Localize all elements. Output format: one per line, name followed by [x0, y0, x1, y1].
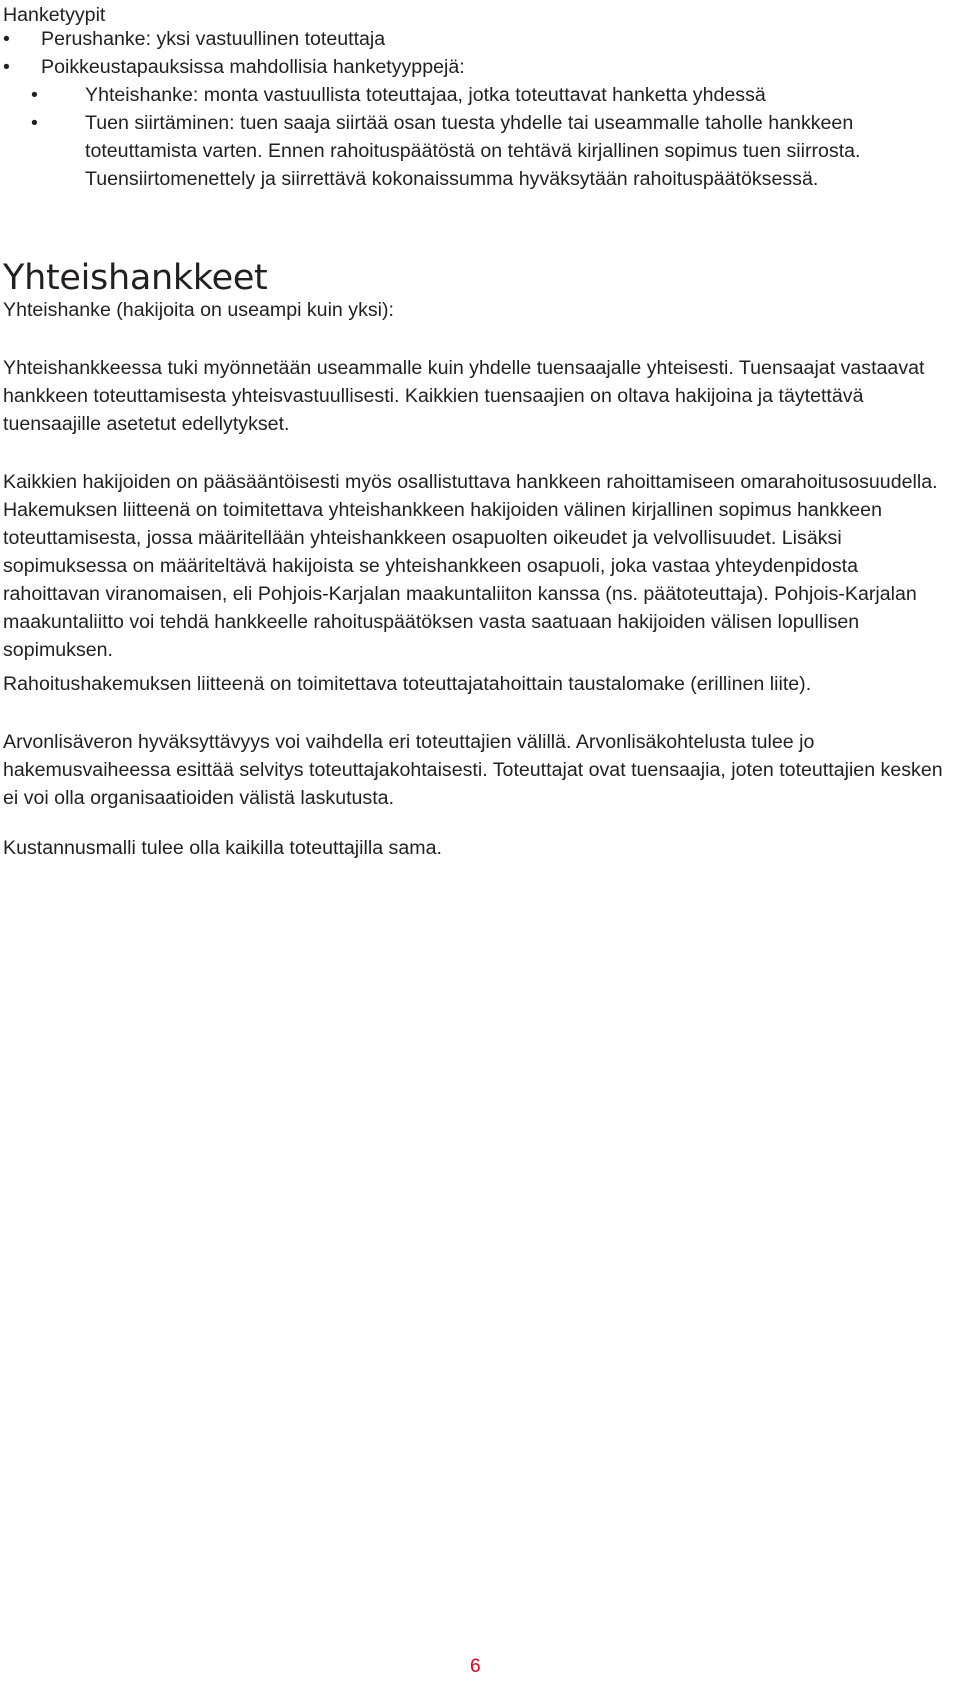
paragraph: Yhteishanke (hakijoita on useampi kuin yksi): [3, 299, 394, 321]
list-item [3, 109, 955, 193]
hanketyypit-list [3, 25, 955, 193]
page-number: 6 [470, 1656, 481, 1677]
paragraph: Kustannusmalli tulee olla kaikilla toteuttajilla sama. [3, 837, 442, 859]
list-item-text: Perushanke: yksi vastuullinen toteuttaja [41, 28, 386, 50]
bullet-icon: • [3, 28, 10, 50]
bullet-icon: • [31, 84, 38, 106]
bullet-icon: • [3, 56, 10, 78]
list-item [3, 25, 955, 53]
paragraph: Kaikkien hakijoiden on pääsääntöisesti myös osallistuttava hankkeen rahoittamiseen omarahoitusosuudella. Hakemuksen liitteenä on toimitettava yhteishankkeen hakijoiden välinen kirjallinen sopimus hankkeen toteuttamisesta, jossa määritellään yhteishankkeen osapuolten oikeudet ja velvollisuudet. Lisäksi sopimuksessa on määriteltävä hakijoista se yhteishankkeen osapuoli, joka vastaa yhteydenpidosta rahoittavan viranomaisen, eli Pohjois-Karjalan maakuntaliiton kanssa (ns. päätoteuttaja). Pohjois-Karjalan maakuntaliitto voi tehdä hankkeelle rahoituspäätöksen vasta saatuaan hakijoiden välisen lopullisen sopimuksen. [3, 471, 938, 661]
list-item [3, 81, 955, 109]
bullet-icon: • [31, 112, 38, 134]
paragraph: Yhteishankkeessa tuki myönnetään useammalle kuin yhdelle tuensaajalle yhteisesti. Tuensaajat vastaavat hankkeen toteuttamisesta yhteisvastuullisesti. Kaikkien tuensaajien on oltava hakijoina ja täytettävä tuensaajille asetetut edellytykset. [3, 357, 925, 435]
list-item-text: Poikkeustapauksissa mahdollisia hanketyyppejä: [41, 56, 465, 78]
list-item [3, 53, 955, 81]
paragraph: Arvonlisäveron hyväksyttävyys voi vaihdella eri toteuttajien välillä. Arvonlisäkohtelusta tulee jo hakemusvaiheessa esittää selvitys toteuttajakohtaisesti. Toteuttajat ovat tuensaajia, joten toteuttajien kesken ei voi olla organisaatioiden välistä laskutusta. [3, 731, 943, 809]
list-item-text: Tuen siirtäminen: tuen saaja siirtää osan tuesta yhdelle tai useammalle taholle hankkeen toteuttamista varten. Ennen rahoituspäätöstä on tehtävä kirjallinen sopimus tuen siirrosta. Tuensiirtomenettely ja siirrettävä kokonaissumma hyväksytään rahoituspäätöksessä. [85, 112, 861, 190]
intro-title: Hanketyypit [3, 4, 106, 26]
list-item-text: Yhteishanke: monta vastuullista toteuttajaa, jotka toteuttavat hanketta yhdessä [85, 84, 766, 106]
section-heading: Yhteishankkeet [3, 258, 268, 298]
paragraph: Rahoitushakemuksen liitteenä on toimitettava toteuttajatahoittain taustalomake (erillinen liite). [3, 673, 812, 695]
